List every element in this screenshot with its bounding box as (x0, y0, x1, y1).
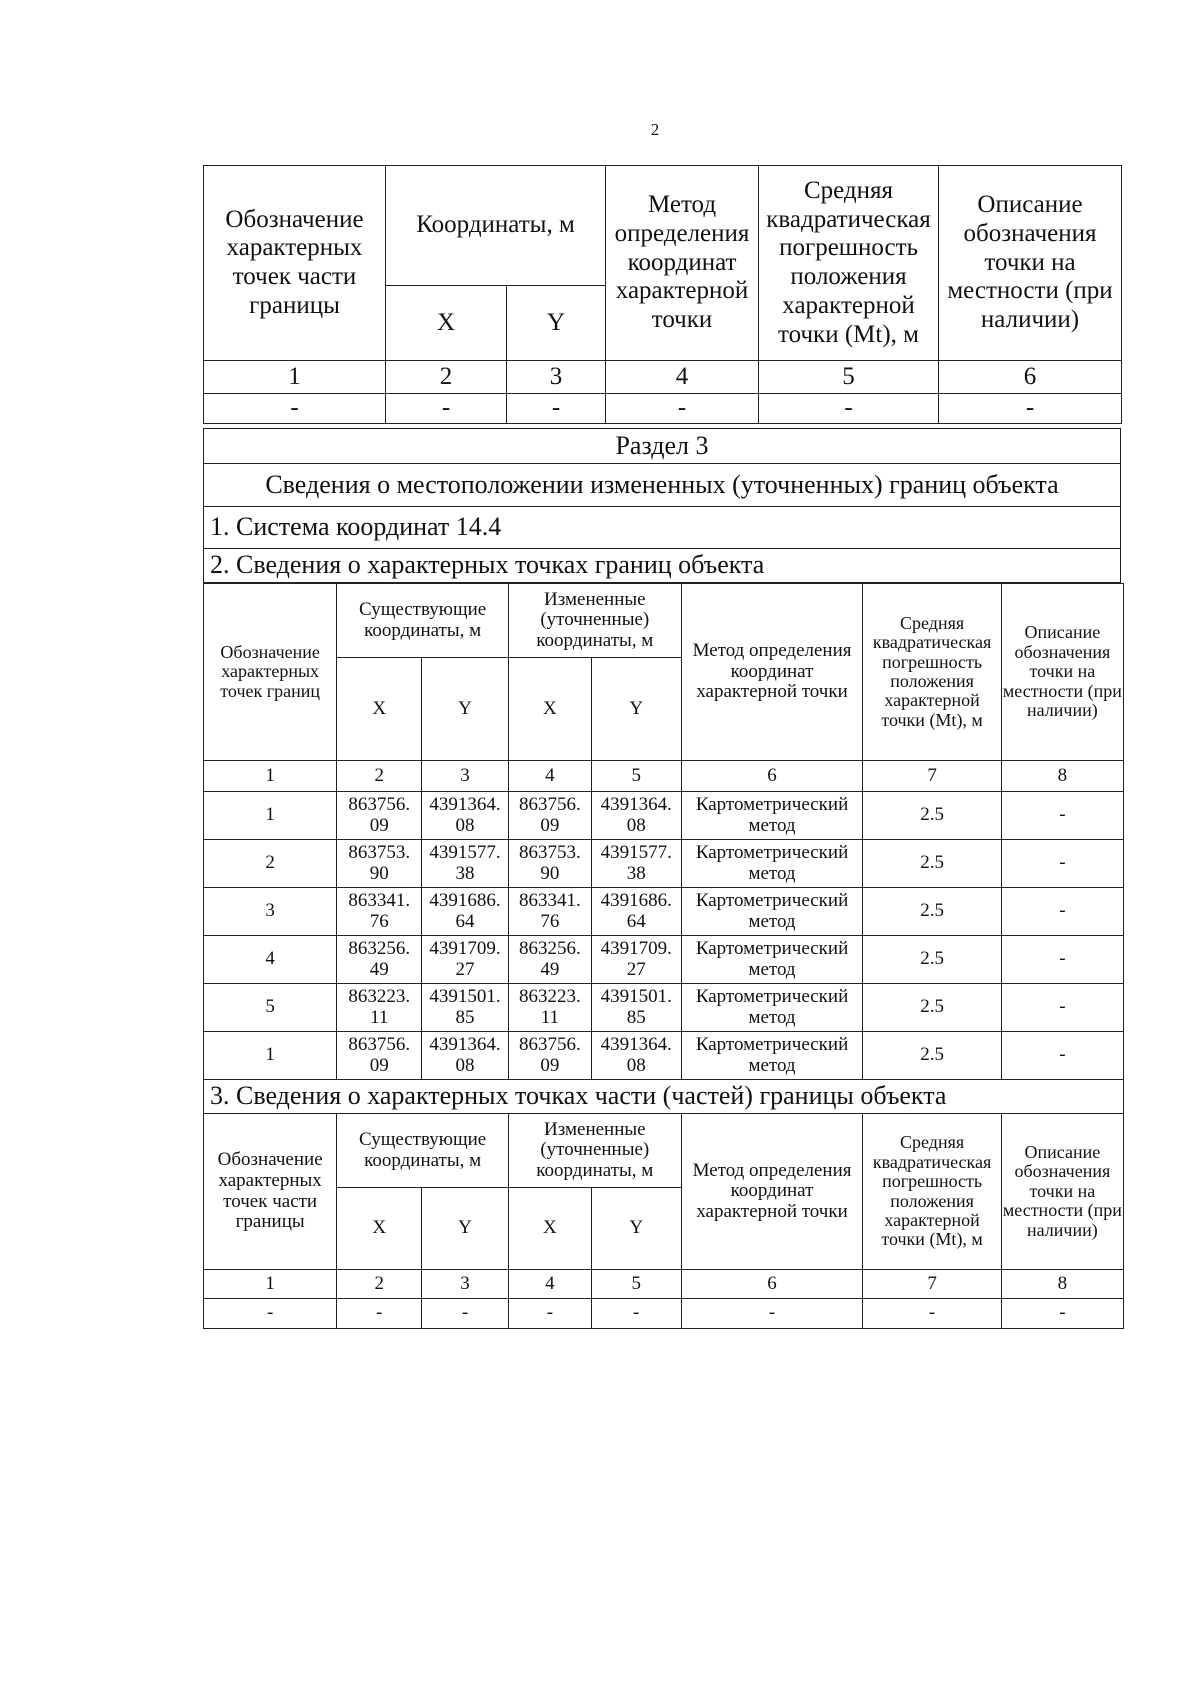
header-designation: Обозначение характерных точек части границы (204, 166, 386, 361)
header-existing: Существующие координаты, м (337, 1114, 509, 1188)
header-y: Y (422, 1188, 509, 1270)
cell: - (386, 394, 507, 424)
header-y: Y (591, 1188, 681, 1270)
changed-x-line1: 863756. (518, 793, 581, 815)
changed-x-line2: 49 (540, 958, 560, 980)
method-line1: Картометрический (695, 889, 849, 911)
table-row (204, 888, 1124, 936)
changed-x-line1: 863256. (518, 937, 581, 959)
description-value: - (1001, 840, 1123, 888)
method-line2: метод (748, 862, 796, 884)
existing-y-line2: 38 (455, 862, 475, 884)
existing-y-line1: 4391501. (429, 985, 501, 1007)
existing-x-line1: 863753. (348, 841, 411, 863)
existing-y (422, 936, 509, 984)
header-y: Y (507, 286, 606, 361)
changed-y-line2: 08 (626, 1054, 646, 1076)
column-number: 5 (759, 361, 939, 394)
existing-x-line2: 76 (369, 910, 389, 932)
existing-x (337, 1032, 422, 1080)
boundary-points-table (203, 583, 1124, 1114)
existing-y-line2: 85 (455, 1006, 475, 1028)
changed-x (508, 1032, 591, 1080)
existing-y-line2: 08 (455, 814, 475, 836)
header-x: X (337, 658, 422, 761)
existing-x (337, 888, 422, 936)
method-line2: метод (748, 1054, 796, 1076)
changed-x (508, 888, 591, 936)
column-number: 1 (204, 761, 337, 792)
point-number: 3 (204, 888, 337, 936)
changed-y-line2: 08 (626, 814, 646, 836)
changed-x (508, 840, 591, 888)
changed-x-line2: 09 (540, 1054, 560, 1076)
header-description: Описание обозначения точки на местности (при наличии) (939, 166, 1122, 361)
existing-y-line2: 08 (455, 1054, 475, 1076)
existing-x-line1: 863256. (348, 937, 411, 959)
changed-y (591, 840, 681, 888)
changed-y-line1: 4391686. (600, 889, 672, 911)
column-number: 3 (422, 761, 509, 792)
method (681, 984, 863, 1032)
existing-x-line1: 863341. (348, 889, 411, 911)
header-y: Y (591, 658, 681, 761)
existing-y (422, 984, 509, 1032)
column-numbers-row (204, 761, 1124, 792)
table-row (204, 936, 1124, 984)
changed-y-line2: 85 (626, 1006, 646, 1028)
existing-y-line1: 4391686. (429, 889, 501, 911)
existing-x-line2: 09 (369, 814, 389, 836)
existing-x (337, 984, 422, 1032)
header-method: Метод определения координат характерной точки (681, 1114, 863, 1270)
column-number: 3 (507, 361, 606, 394)
cell: - (508, 1299, 591, 1329)
changed-y-line2: 38 (626, 862, 646, 884)
error-value: 2.5 (863, 984, 1001, 1032)
description-value: - (1001, 1032, 1123, 1080)
table-row (204, 840, 1124, 888)
column-number: 5 (591, 1270, 681, 1299)
changed-x-line2: 09 (540, 814, 560, 836)
changed-y (591, 936, 681, 984)
cell: - (939, 394, 1122, 424)
header-designation: Обозначение характерных точек границ (204, 584, 337, 761)
changed-x (508, 792, 591, 840)
point-number: 1 (204, 1032, 337, 1080)
column-number: 6 (939, 361, 1122, 394)
changed-x-line1: 863753. (518, 841, 581, 863)
description-value: - (1001, 792, 1123, 840)
existing-y (422, 840, 509, 888)
method (681, 936, 863, 984)
changed-y-line1: 4391364. (600, 1033, 672, 1055)
existing-x-line2: 49 (369, 958, 389, 980)
changed-y-line2: 27 (626, 958, 646, 980)
changed-x-line2: 90 (540, 862, 560, 884)
part-points-table (203, 1113, 1124, 1329)
point-number: 1 (204, 792, 337, 840)
header-coordinates: Координаты, м (386, 166, 606, 286)
coordinate-system: 1. Система координат 14.4 (204, 507, 1121, 549)
table-row (204, 1032, 1124, 1080)
error-value: 2.5 (863, 936, 1001, 984)
column-number: 4 (606, 361, 759, 394)
existing-x (337, 792, 422, 840)
cell: - (337, 1299, 422, 1329)
cell: - (204, 394, 386, 424)
changed-y-line1: 4391364. (600, 793, 672, 815)
column-number: 8 (1001, 1270, 1123, 1299)
method-line1: Картометрический (695, 985, 849, 1007)
existing-x-line1: 863223. (348, 985, 411, 1007)
description-value: - (1001, 888, 1123, 936)
cell: - (759, 394, 939, 424)
method (681, 840, 863, 888)
point-number: 2 (204, 840, 337, 888)
column-number: 4 (508, 761, 591, 792)
cell: - (204, 1299, 337, 1329)
method-line1: Картометрический (695, 793, 849, 815)
cell: - (606, 394, 759, 424)
cell: - (507, 394, 606, 424)
page-number: 2 (650, 120, 660, 139)
header-error: Средняя квадратическая погрешность положения характерной точки (Mt), м (759, 166, 939, 361)
column-number: 2 (337, 761, 422, 792)
method (681, 792, 863, 840)
column-number: 6 (681, 761, 863, 792)
method-line2: метод (748, 910, 796, 932)
description-value: - (1001, 936, 1123, 984)
changed-y-line1: 4391709. (600, 937, 672, 959)
table-row (204, 1299, 1124, 1329)
header-method: Метод определения координат характерной точки (681, 584, 863, 761)
column-number: 7 (863, 761, 1001, 792)
parts-title: 3. Сведения о характерных точках части (частей) границы объекта (204, 1080, 1124, 1114)
changed-x (508, 984, 591, 1032)
point-number: 5 (204, 984, 337, 1032)
column-numbers-row (204, 361, 1122, 394)
column-numbers-row (204, 1270, 1124, 1299)
existing-x-line1: 863756. (348, 793, 411, 815)
header-x: X (508, 1188, 591, 1270)
method-line2: метод (748, 958, 796, 980)
changed-y (591, 792, 681, 840)
point-number: 4 (204, 936, 337, 984)
method (681, 888, 863, 936)
cell: - (681, 1299, 863, 1329)
existing-y (422, 792, 509, 840)
changed-x-line1: 863341. (518, 889, 581, 911)
existing-y-line2: 27 (455, 958, 475, 980)
cell: - (1001, 1299, 1123, 1329)
column-number: 2 (386, 361, 507, 394)
header-description: Описание обозначения точки на местности (при наличии) (1001, 1114, 1123, 1270)
header-method: Метод определения координат характерной точки (606, 166, 759, 361)
existing-y-line2: 64 (455, 910, 475, 932)
cell: - (863, 1299, 1001, 1329)
existing-y-line1: 4391577. (429, 841, 501, 863)
column-number: 5 (591, 761, 681, 792)
existing-x (337, 840, 422, 888)
changed-y (591, 984, 681, 1032)
method-line1: Картометрический (695, 841, 849, 863)
column-number: 3 (422, 1270, 509, 1299)
header-designation: Обозначение характерных точек части границы (204, 1114, 337, 1270)
method-line1: Картометрический (695, 937, 849, 959)
error-value: 2.5 (863, 888, 1001, 936)
changed-x-line2: 76 (540, 910, 560, 932)
error-value: 2.5 (863, 840, 1001, 888)
section-headings (203, 428, 1121, 583)
existing-y (422, 1032, 509, 1080)
changed-y-line1: 4391501. (600, 985, 672, 1007)
section-title: Раздел 3 (204, 429, 1121, 464)
column-number: 1 (204, 361, 386, 394)
cell: - (422, 1299, 509, 1329)
existing-y-line1: 4391364. (429, 1033, 501, 1055)
changed-x (508, 936, 591, 984)
existing-y-line1: 4391364. (429, 793, 501, 815)
changed-y-line2: 64 (626, 910, 646, 932)
method (681, 1032, 863, 1080)
error-value: 2.5 (863, 1032, 1001, 1080)
table-row (204, 984, 1124, 1032)
column-number: 7 (863, 1270, 1001, 1299)
method-line1: Картометрический (695, 1033, 849, 1055)
existing-x-line2: 09 (369, 1054, 389, 1076)
section-subtitle: Сведения о местоположении измененных (уточненных) границ объекта (204, 464, 1121, 507)
header-error: Средняя квадратическая погрешность положения характерной точки (Mt), м (863, 584, 1001, 761)
table-row (204, 792, 1124, 840)
column-number: 4 (508, 1270, 591, 1299)
existing-x-line2: 11 (370, 1006, 389, 1028)
existing-y-line1: 4391709. (429, 937, 501, 959)
part-boundary-points-table (203, 165, 1122, 424)
points-title: 2. Сведения о характерных точках границ объекта (204, 549, 1121, 583)
column-number: 1 (204, 1270, 337, 1299)
error-value: 2.5 (863, 792, 1001, 840)
description-value: - (1001, 984, 1123, 1032)
changed-x-line1: 863223. (518, 985, 581, 1007)
header-description: Описание обозначения точки на местности (при наличии) (1001, 584, 1123, 761)
header-changed: Измененные (уточненные) координаты, м (508, 584, 681, 658)
column-number: 2 (337, 1270, 422, 1299)
method-line2: метод (748, 1006, 796, 1028)
changed-x-line1: 863756. (518, 1033, 581, 1055)
header-existing: Существующие координаты, м (337, 584, 509, 658)
changed-y-line1: 4391577. (600, 841, 672, 863)
changed-y (591, 888, 681, 936)
header-changed: Измененные (уточненные) координаты, м (508, 1114, 681, 1188)
column-number: 6 (681, 1270, 863, 1299)
existing-x (337, 936, 422, 984)
header-error: Средняя квадратическая погрешность положения характерной точки (Mt), м (863, 1114, 1001, 1270)
cell: - (591, 1299, 681, 1329)
header-x: X (508, 658, 591, 761)
existing-x-line2: 90 (369, 862, 389, 884)
changed-x-line2: 11 (540, 1006, 560, 1028)
header-x: X (386, 286, 507, 361)
method-line2: метод (748, 814, 796, 836)
column-number: 8 (1001, 761, 1123, 792)
changed-y (591, 1032, 681, 1080)
header-x: X (337, 1188, 422, 1270)
table-row (204, 394, 1122, 424)
existing-y (422, 888, 509, 936)
existing-x-line1: 863756. (348, 1033, 411, 1055)
header-y: Y (422, 658, 509, 761)
